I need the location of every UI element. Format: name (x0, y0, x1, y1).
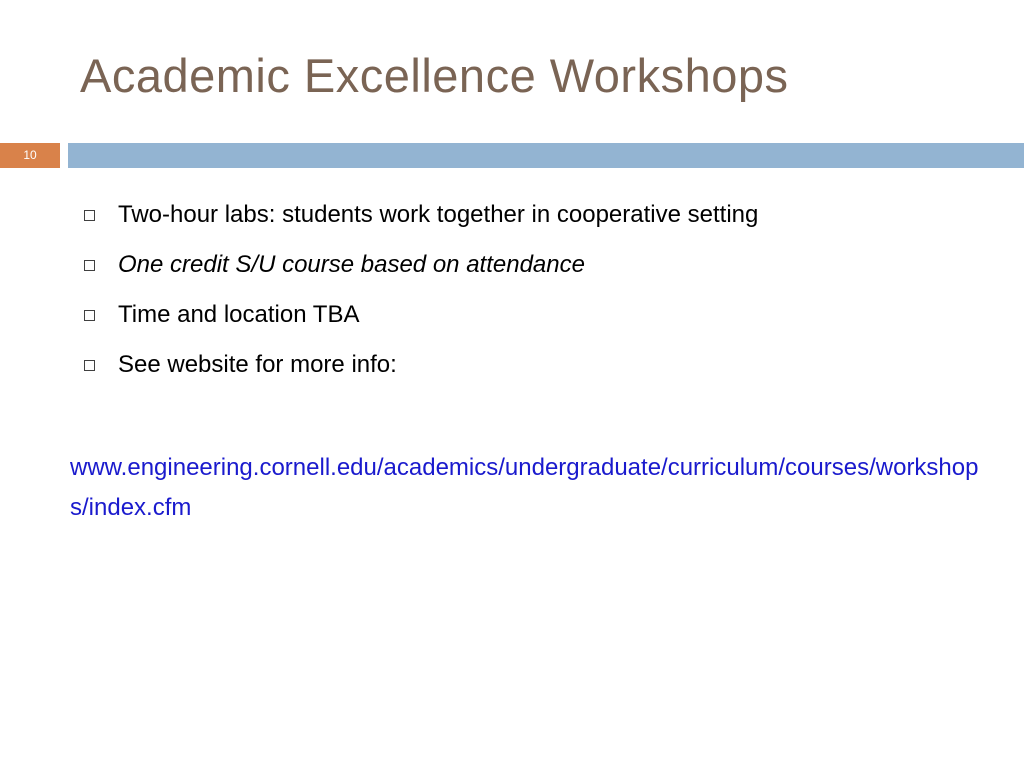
slide-number-badge: 10 (0, 143, 60, 168)
bullet-list (80, 190, 1000, 390)
bullet-item (80, 340, 1000, 390)
bullet-text: Time and location TBA (118, 301, 360, 328)
bullet-text: See website for more info: (118, 351, 397, 378)
bullet-item (80, 290, 1000, 340)
bullet-item (80, 240, 1000, 290)
workshops-website-link[interactable]: www.engineering.cornell.edu/academics/undergraduate/curriculum/courses/workshops/index.cfm (70, 454, 979, 521)
hollow-square-icon (84, 260, 95, 271)
bullet-text: Two-hour labs: students work together in cooperative setting (118, 201, 759, 228)
hollow-square-icon (84, 360, 95, 371)
hollow-square-icon (84, 310, 95, 321)
slide-title: Academic Excellence Workshops (80, 49, 789, 102)
title-divider-bar (68, 143, 1024, 168)
hollow-square-icon (84, 210, 95, 221)
bullet-text: One credit S/U course based on attendance (118, 251, 585, 278)
bullet-item (80, 190, 1000, 240)
